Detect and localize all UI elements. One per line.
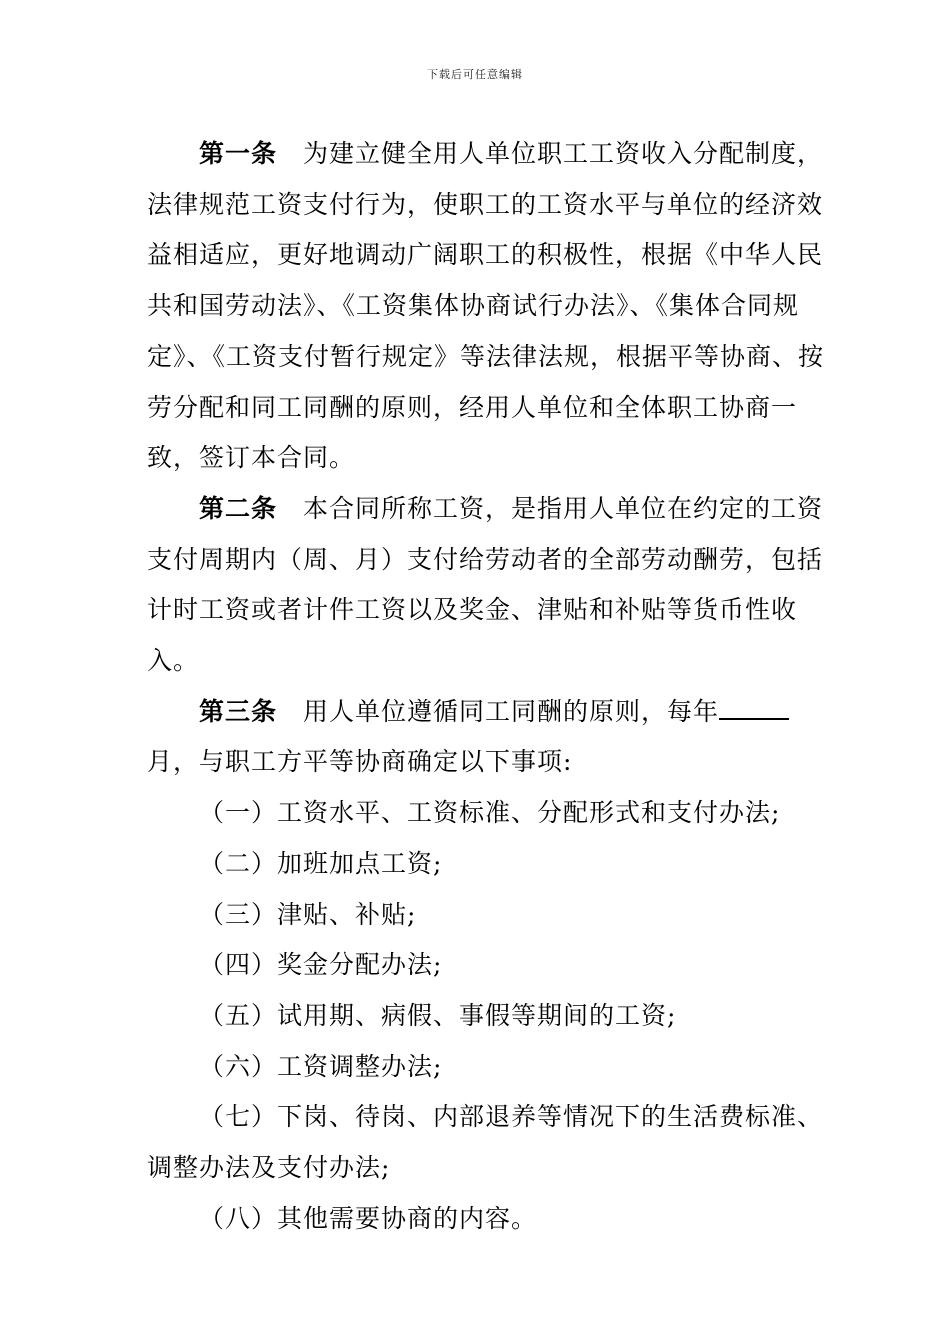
article-2-title: 第二条 (199, 493, 278, 523)
list-item-5: （五）试用期、病假、事假等期间的工资; (199, 1000, 677, 1030)
page-header-note: 下载后可任意编辑 (427, 68, 523, 81)
article-3-text-before: 用人单位遵循同工同酬的原则，每年 (303, 696, 720, 726)
list-item-8: （八）其他需要协商的内容。 (199, 1203, 538, 1233)
article-1-title: 第一条 (199, 139, 278, 168)
article-2 (147, 484, 827, 687)
article-1-text: 为建立健全用人单位职工工资收入分配制度，法律规范工资支付行为，使职工的工资水平与单位的经济效益相适应，更好地调动广阔职工的积极性，根据《中华人民共和国劳动法》、《工资集体协商试行办法》、《集体合同规定》、《工资支付暂行规定》等法律法规，根据平等协商、按劳分配和同工同酬的原则，经用人单位和全体职工协商一致，签订本合同。 (147, 139, 825, 473)
list-item-3: （三）津贴、补贴; (199, 899, 417, 929)
article-2-text: 本合同所称工资，是指用人单位在约定的工资支付周期内（周、月）支付给劳动者的全部劳动酬劳，包括计时工资或者计件工资以及奖金、津贴和补贴等货币性收入。 (147, 493, 824, 676)
document-body (147, 129, 827, 1244)
list-item-6: （六）工资调整办法; (199, 1051, 443, 1081)
article-1 (147, 129, 827, 484)
article-3-title: 第三条 (199, 696, 278, 726)
article-3 (147, 687, 827, 788)
list-item-2: （二）加班加点工资; (199, 848, 443, 878)
list-item-7: （七）下岗、待岗、内部退养等情况下的生活费标准、调整办法及支付办法; (147, 1102, 824, 1183)
list-item-4: （四）奖金分配办法; (199, 950, 443, 980)
article-3-text-after: 月，与职工方平等协商确定以下事项: (147, 747, 573, 777)
list-item-1: （一）工资水平、工资标准、分配形式和支付办法; (199, 798, 781, 828)
month-blank-line (719, 696, 789, 720)
